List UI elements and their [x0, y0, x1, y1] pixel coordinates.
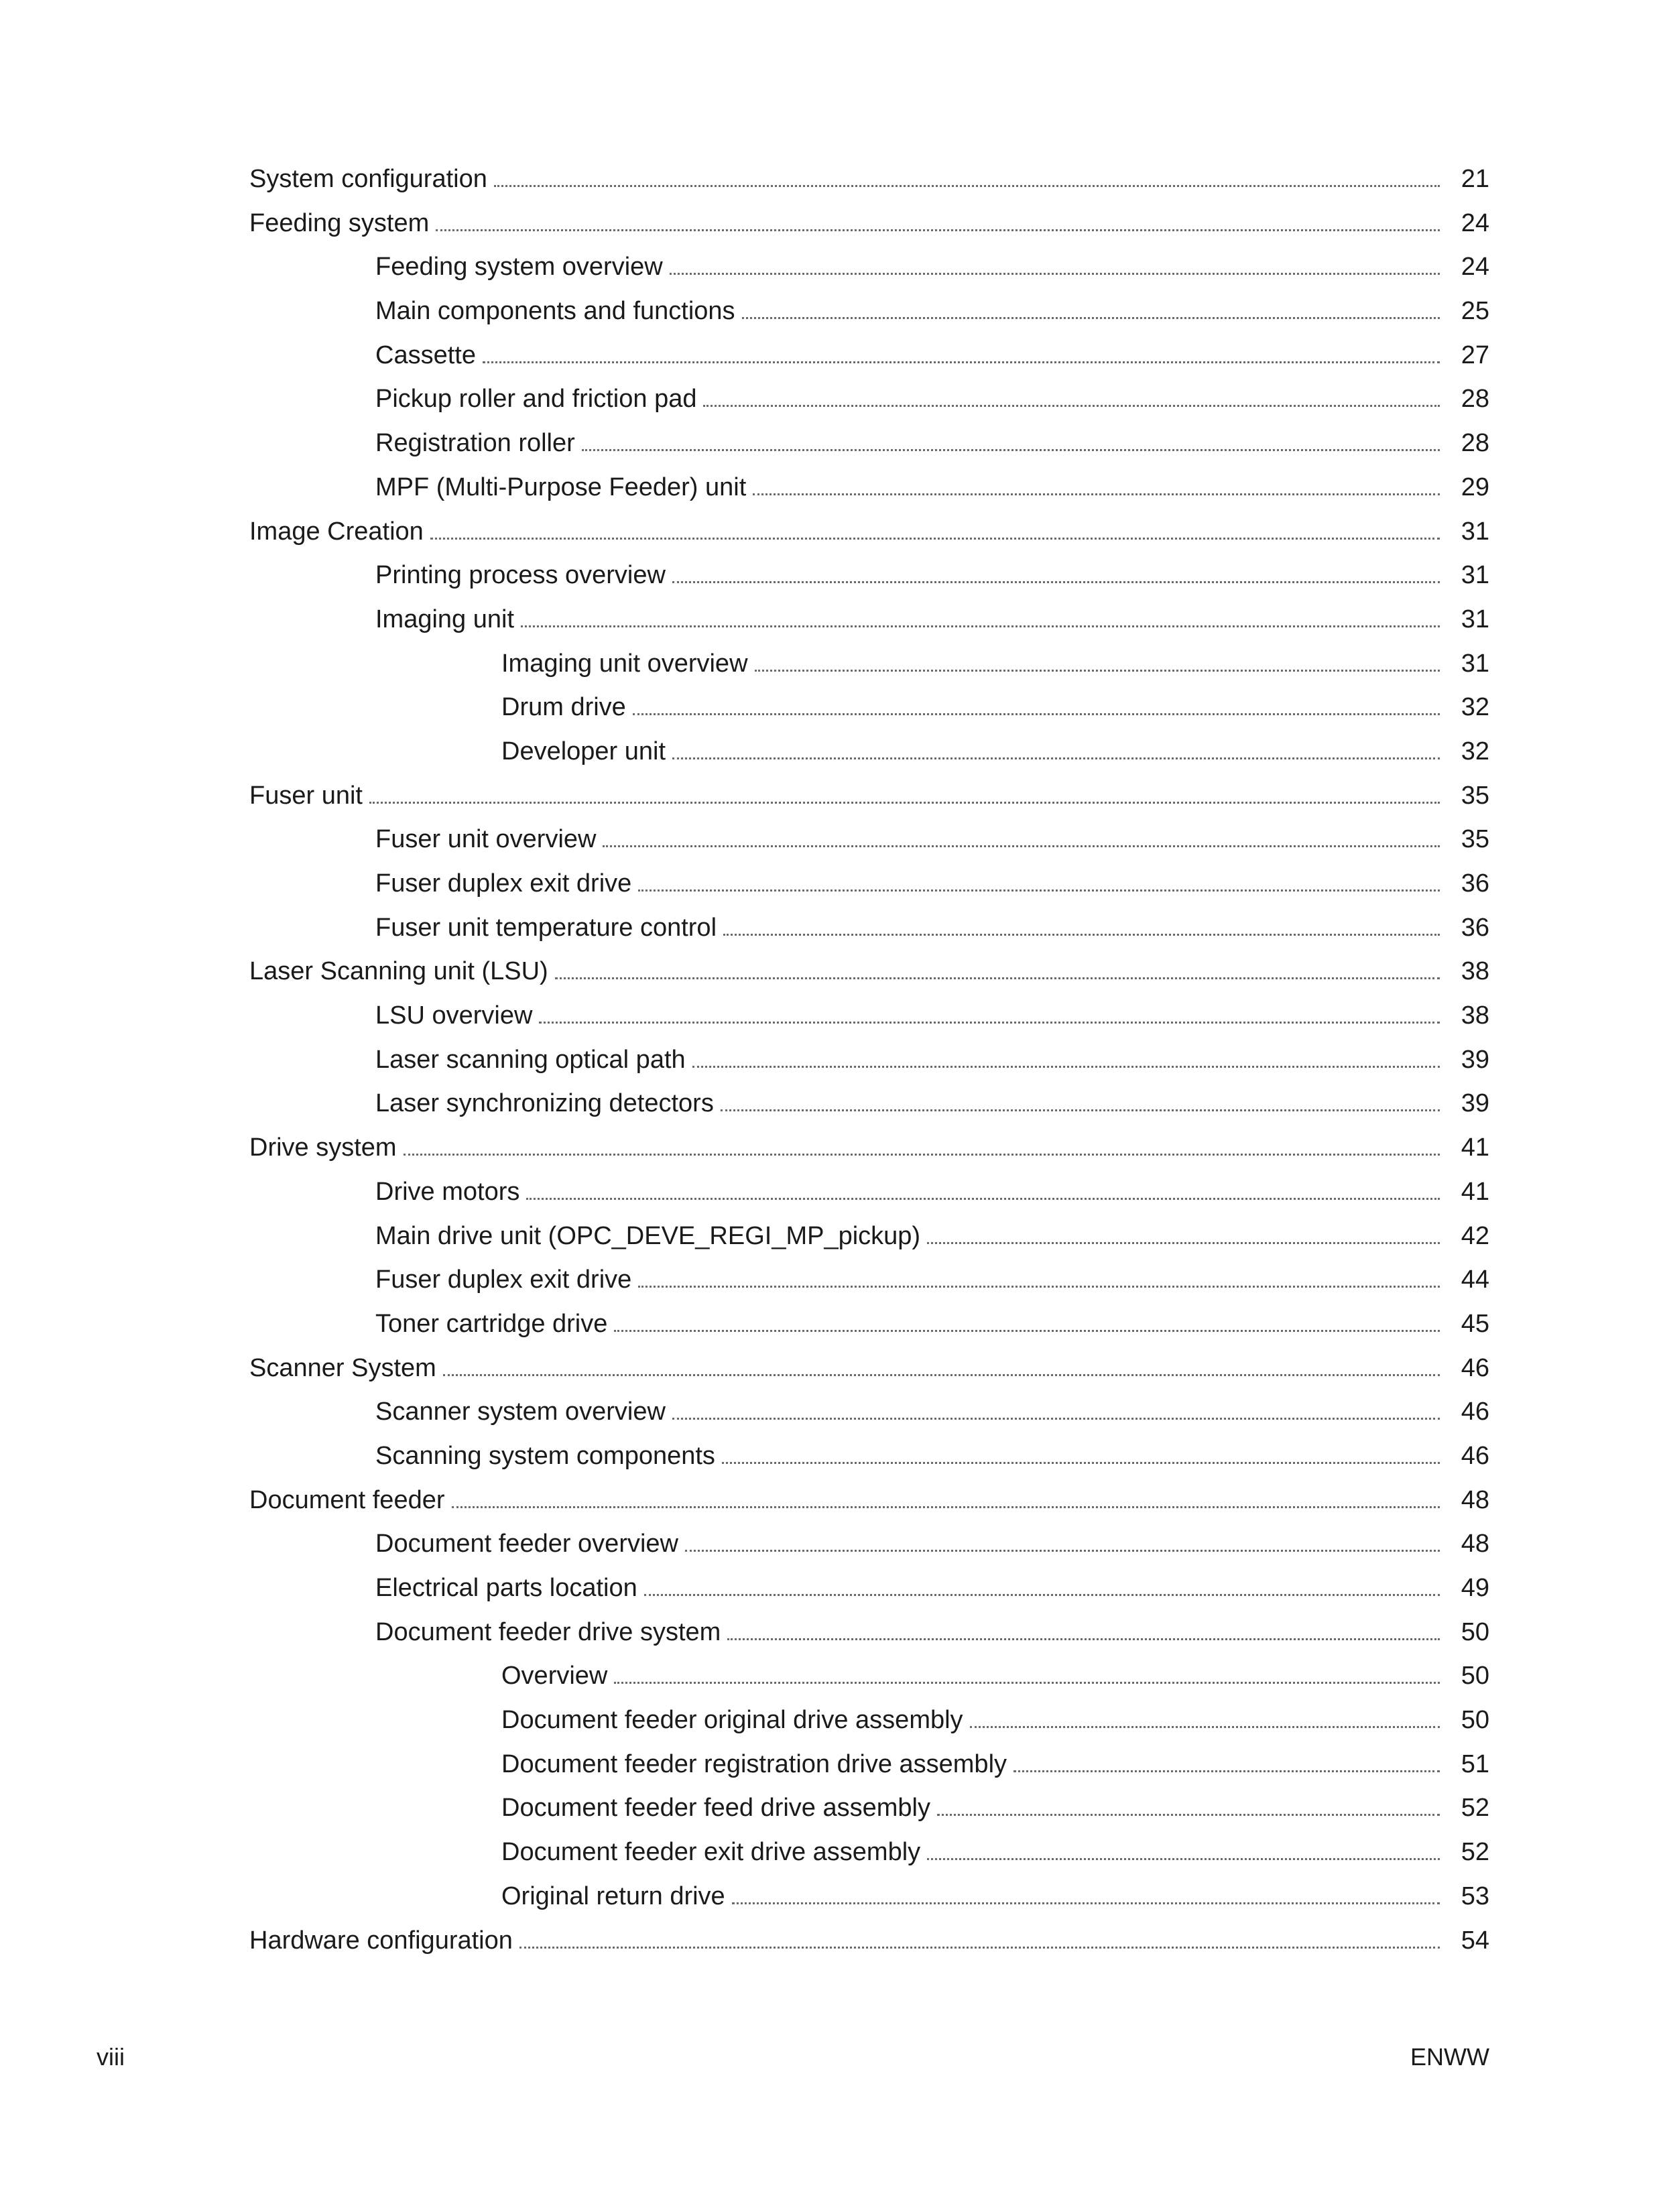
toc-dot-leader — [970, 1726, 1440, 1728]
toc-entry-page-number: 49 — [1461, 1574, 1489, 1602]
toc-entry-page-number: 46 — [1461, 1441, 1489, 1470]
toc-entry[interactable] — [249, 254, 1489, 298]
toc-entry-page-number: 32 — [1461, 693, 1489, 722]
toc-dot-leader — [753, 493, 1440, 495]
toc-entry-title: Drive system — [249, 1133, 397, 1162]
toc-entry-page-number: 46 — [1461, 1398, 1489, 1426]
toc-dot-leader — [672, 757, 1440, 759]
toc-dot-leader — [582, 449, 1440, 451]
toc-entry[interactable] — [249, 1047, 1489, 1091]
toc-entry-page-number: 46 — [1461, 1353, 1489, 1382]
toc-dot-leader — [732, 1902, 1440, 1904]
toc-entry[interactable] — [249, 739, 1489, 783]
toc-entry-page-number: 38 — [1461, 957, 1489, 986]
toc-dot-leader — [1013, 1770, 1440, 1772]
toc-entry[interactable] — [249, 1619, 1489, 1664]
toc-entry-title: Scanner system overview — [375, 1398, 666, 1426]
toc-entry-page-number: 50 — [1461, 1662, 1489, 1691]
toc-entry-title: Overview — [501, 1662, 608, 1691]
toc-entry[interactable] — [249, 1179, 1489, 1223]
toc-entry[interactable] — [249, 430, 1489, 475]
toc-entry-page-number: 45 — [1461, 1309, 1489, 1338]
toc-entry[interactable] — [249, 1928, 1489, 1972]
toc-entry[interactable] — [249, 1355, 1489, 1400]
toc-dot-leader — [603, 845, 1440, 847]
toc-entry-page-number: 35 — [1461, 781, 1489, 810]
toc-entry[interactable] — [249, 1091, 1489, 1135]
toc-entry[interactable] — [249, 783, 1489, 827]
toc-entry[interactable] — [249, 166, 1489, 210]
toc-entry[interactable] — [249, 1749, 1489, 1796]
toc-dot-leader — [721, 1109, 1440, 1111]
toc-entry[interactable] — [249, 1884, 1489, 1928]
toc-entry-title: Toner cartridge drive — [375, 1309, 608, 1338]
toc-dot-leader — [519, 1947, 1440, 1949]
toc-entry-page-number: 53 — [1461, 1882, 1489, 1910]
toc-entry-page-number: 35 — [1461, 825, 1489, 854]
toc-entry-title: Imaging unit — [375, 605, 515, 633]
toc-entry[interactable] — [249, 1531, 1489, 1575]
toc-dot-leader — [443, 1374, 1440, 1376]
table-of-contents — [249, 166, 1489, 1971]
toc-dot-leader — [722, 1462, 1440, 1464]
toc-dot-leader — [555, 977, 1440, 979]
toc-entry[interactable] — [249, 1707, 1489, 1752]
toc-dot-leader — [723, 934, 1440, 936]
toc-dot-leader — [692, 1066, 1440, 1068]
toc-entry-title: Registration roller — [375, 429, 575, 458]
toc-entry[interactable] — [249, 915, 1489, 959]
toc-entry-title: Feeding system — [249, 208, 430, 237]
toc-dot-leader — [452, 1506, 1440, 1508]
toc-dot-leader — [727, 1638, 1440, 1640]
toc-entry[interactable] — [249, 1795, 1489, 1839]
toc-entry-title: MPF (Multi-Purpose Feeder) unit — [375, 473, 747, 501]
toc-entry-title: System configuration — [249, 165, 487, 193]
toc-entry[interactable] — [249, 694, 1489, 739]
toc-entry-page-number: 52 — [1461, 1794, 1489, 1823]
toc-dot-leader — [483, 361, 1440, 363]
toc-entry-title: Document feeder original drive assembly — [501, 1706, 963, 1735]
toc-entry-page-number: 50 — [1461, 1617, 1489, 1646]
toc-entry-page-number: 36 — [1461, 869, 1489, 898]
toc-entry[interactable] — [249, 1839, 1489, 1884]
toc-entry-page-number: 42 — [1461, 1221, 1489, 1250]
toc-entry-page-number: 31 — [1461, 605, 1489, 633]
toc-entry-page-number: 41 — [1461, 1133, 1489, 1162]
toc-dot-leader — [539, 1022, 1440, 1024]
toc-dot-leader — [369, 802, 1440, 804]
toc-entry-title: Cassette — [375, 341, 476, 369]
toc-dot-leader — [755, 670, 1440, 672]
toc-entry-page-number: 27 — [1461, 341, 1489, 369]
toc-entry[interactable] — [249, 607, 1489, 651]
toc-entry-title: Fuser duplex exit drive — [375, 1266, 632, 1294]
toc-dot-leader — [404, 1154, 1440, 1156]
toc-dot-leader — [937, 1814, 1440, 1816]
toc-entry-page-number: 21 — [1461, 165, 1489, 193]
toc-entry-title: Document feeder feed drive assembly — [501, 1794, 930, 1823]
toc-entry-title: Laser synchronizing detectors — [375, 1089, 714, 1118]
toc-dot-leader — [685, 1550, 1440, 1552]
toc-entry-title: Document feeder drive system — [375, 1617, 721, 1646]
toc-entry[interactable] — [249, 1399, 1489, 1443]
toc-entry[interactable] — [249, 519, 1489, 563]
toc-entry-page-number: 48 — [1461, 1485, 1489, 1514]
toc-entry[interactable] — [249, 1223, 1489, 1268]
toc-dot-leader — [927, 1242, 1440, 1244]
toc-dot-leader — [521, 625, 1440, 627]
toc-dot-leader — [436, 229, 1440, 231]
toc-entry-page-number: 48 — [1461, 1530, 1489, 1558]
toc-entry-page-number: 32 — [1461, 737, 1489, 765]
toc-entry-title: Fuser unit overview — [375, 825, 597, 854]
toc-dot-leader — [672, 581, 1440, 583]
toc-entry-title: LSU overview — [375, 1001, 533, 1030]
toc-entry-title: Feeding system overview — [375, 253, 663, 282]
toc-entry[interactable] — [249, 298, 1489, 343]
toc-entry-page-number: 24 — [1461, 253, 1489, 282]
toc-entry-title: Printing process overview — [375, 561, 666, 590]
toc-entry[interactable] — [249, 1663, 1489, 1707]
toc-entry-page-number: 50 — [1461, 1706, 1489, 1735]
toc-entry[interactable] — [249, 651, 1489, 695]
toc-dot-leader — [494, 185, 1440, 187]
toc-entry-page-number: 24 — [1461, 208, 1489, 237]
toc-entry-page-number: 44 — [1461, 1266, 1489, 1294]
toc-dot-leader — [670, 273, 1440, 275]
toc-entry-page-number: 31 — [1461, 561, 1489, 590]
toc-entry-page-number: 52 — [1461, 1838, 1489, 1867]
toc-entry-page-number: 41 — [1461, 1177, 1489, 1206]
toc-entry-title: Image Creation — [249, 517, 424, 546]
toc-entry-page-number: 31 — [1461, 517, 1489, 546]
toc-dot-leader — [614, 1682, 1440, 1684]
toc-entry[interactable] — [249, 1575, 1489, 1619]
toc-entry-page-number: 39 — [1461, 1045, 1489, 1074]
toc-entry[interactable] — [249, 1443, 1489, 1487]
toc-entry-page-number: 38 — [1461, 1001, 1489, 1030]
toc-dot-leader — [703, 405, 1440, 407]
toc-entry-title: Document feeder exit drive assembly — [501, 1838, 921, 1867]
toc-entry-title: Fuser unit — [249, 781, 363, 810]
toc-dot-leader — [614, 1330, 1440, 1332]
toc-entry[interactable] — [249, 1003, 1489, 1047]
toc-entry-page-number: 54 — [1461, 1926, 1489, 1955]
footer-page-number: viii — [97, 2043, 125, 2071]
toc-entry-title: Fuser unit temperature control — [375, 913, 717, 942]
toc-dot-leader — [927, 1858, 1440, 1860]
toc-entry-title: Main drive unit (OPC_DEVE_REGI_MP_pickup) — [375, 1221, 921, 1250]
toc-entry-title: Electrical parts location — [375, 1574, 637, 1602]
toc-dot-leader — [742, 317, 1440, 319]
toc-entry-title: Drive motors — [375, 1177, 520, 1206]
toc-entry-page-number: 28 — [1461, 429, 1489, 458]
toc-entry-page-number: 29 — [1461, 473, 1489, 501]
toc-entry[interactable] — [249, 386, 1489, 430]
toc-entry-page-number: 39 — [1461, 1089, 1489, 1118]
toc-entry[interactable] — [249, 1135, 1489, 1179]
toc-entry[interactable] — [249, 871, 1489, 915]
toc-entry-title: Fuser duplex exit drive — [375, 869, 632, 898]
toc-entry-title: Hardware configuration — [249, 1926, 513, 1955]
toc-entry-title: Imaging unit overview — [501, 649, 748, 678]
toc-entry[interactable] — [249, 210, 1489, 255]
toc-dot-leader — [526, 1198, 1440, 1200]
toc-entry[interactable] — [249, 959, 1489, 1003]
toc-entry[interactable] — [249, 1487, 1489, 1532]
toc-entry-page-number: 31 — [1461, 649, 1489, 678]
toc-dot-leader — [430, 538, 1440, 540]
toc-entry[interactable] — [249, 1311, 1489, 1355]
toc-dot-leader — [633, 713, 1440, 715]
toc-entry-title: Document feeder registration drive assembly — [501, 1749, 1007, 1778]
toc-entry-page-number: 51 — [1461, 1749, 1489, 1778]
toc-entry-title: Pickup roller and friction pad — [375, 385, 697, 414]
toc-entry-title: Scanning system components — [375, 1441, 715, 1470]
toc-entry-title: Original return drive — [501, 1882, 725, 1910]
footer-locale-code: ENWW — [1410, 2043, 1489, 2071]
toc-entry-page-number: 28 — [1461, 385, 1489, 414]
toc-entry[interactable] — [249, 826, 1489, 871]
toc-dot-leader — [638, 889, 1440, 892]
toc-dot-leader — [644, 1594, 1440, 1596]
toc-dot-leader — [638, 1286, 1440, 1288]
toc-entry-title: Laser scanning optical path — [375, 1045, 686, 1074]
toc-entry-page-number: 25 — [1461, 297, 1489, 326]
toc-entry-title: Document feeder — [249, 1485, 445, 1514]
toc-entry[interactable] — [249, 1267, 1489, 1311]
toc-entry-title: Developer unit — [501, 737, 666, 765]
toc-entry[interactable] — [249, 475, 1489, 519]
toc-entry[interactable] — [249, 343, 1489, 387]
toc-entry-title: Drum drive — [501, 693, 626, 722]
toc-entry-title: Main components and functions — [375, 297, 735, 326]
toc-entry-title: Scanner System — [249, 1353, 436, 1382]
toc-entry-title: Laser Scanning unit (LSU) — [249, 957, 548, 986]
toc-entry-page-number: 36 — [1461, 913, 1489, 942]
toc-entry-title: Document feeder overview — [375, 1530, 678, 1558]
toc-entry[interactable] — [249, 562, 1489, 607]
toc-dot-leader — [672, 1418, 1440, 1420]
